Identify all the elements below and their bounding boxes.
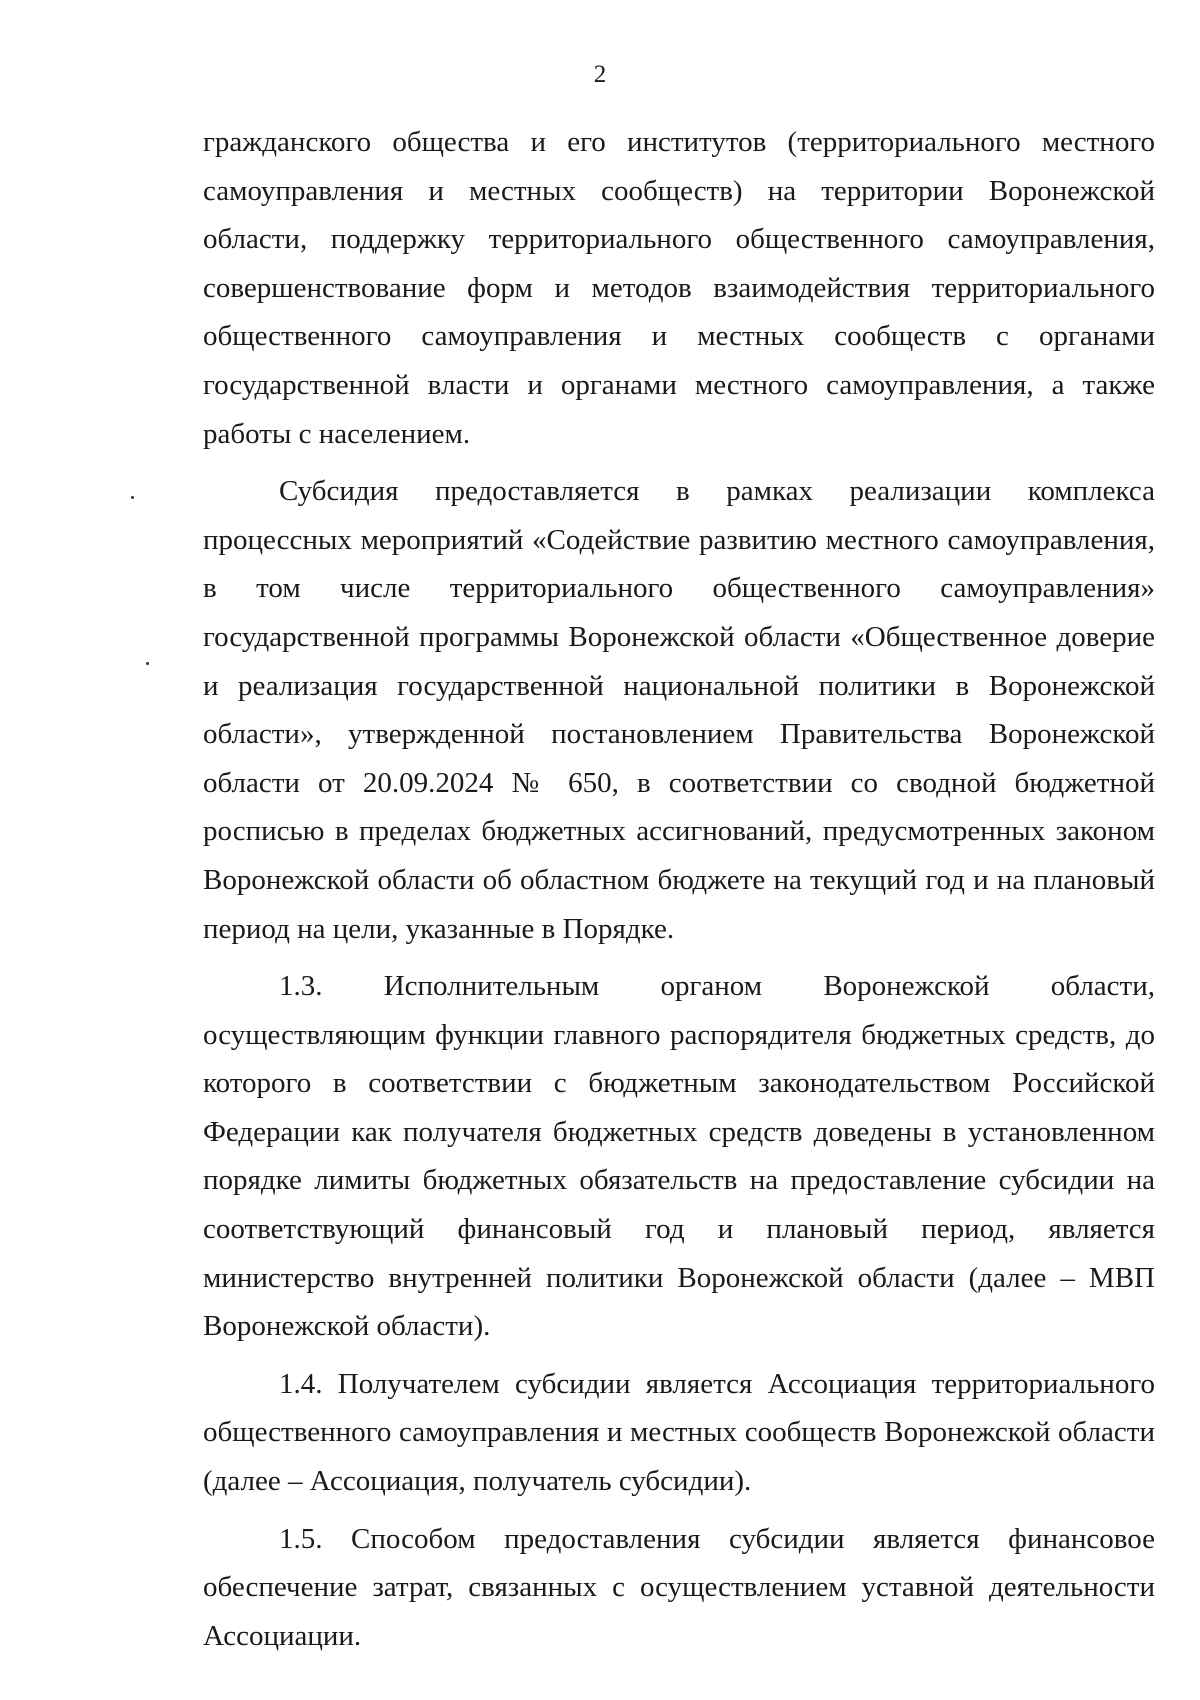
document-body: [203, 118, 1155, 1660]
paragraph-subsidy-framework: Субсидия предоставляется в рамках реализации комплекса процессных мероприятий «Содействие развитию местного самоуправления, в том числе территориального общественного самоуправления» государственной программы Воронежской области «Общественное доверие и реализация государственной национальной политики в Воронежской области», утвержденной постановлением Правительства Воронежской области от 20.09.2024 № 650, в соответствии со сводной бюджетной росписью в пределах бюджетных ассигнований, предусмотренных законом Воронежской области об областном бюджете на текущий год и на плановый период на цели, указанные в Порядке.: [203, 475, 1155, 945]
page-number: 2: [593, 61, 607, 88]
paragraph-1-3-executive-body: 1.3. Исполнительным органом Воронежской области, осуществляющим функции главного распорядителя бюджетных средств, до которого в соответствии с бюджетным законодательством Российской Федерации как получателя бюджетных средств доведены в установленном порядке лимиты бюджетных обязательств на предоставление субсидии на соответствующий финансовый год и плановый период, является министерство внутренней политики Воронежской области (далее – МВП Воронежской области).: [203, 970, 1155, 1343]
paragraph-1-5-method: 1.5. Способом предоставления субсидии является финансовое обеспечение затрат, связанных с осуществлением уставной деятельности Ассоциации.: [203, 1522, 1155, 1652]
paragraph-continuation: гражданского общества и его институтов (территориального местного самоуправления и местных сообществ) на территории Воронежской области, поддержку территориального общественного самоуправления, совершенствование форм и методов взаимодействия территориального общественного самоуправления и местных сообществ с органами государственной власти и органами местного самоуправления, а также работы с населением.: [203, 126, 1155, 450]
scan-speck: [146, 662, 149, 665]
scan-speck: [131, 496, 134, 499]
paragraph-1-4-recipient: 1.4. Получателем субсидии является Ассоциация территориального общественного самоуправления и местных сообществ Воронежской области (далее – Ассоциация, получатель субсидии).: [203, 1367, 1155, 1498]
